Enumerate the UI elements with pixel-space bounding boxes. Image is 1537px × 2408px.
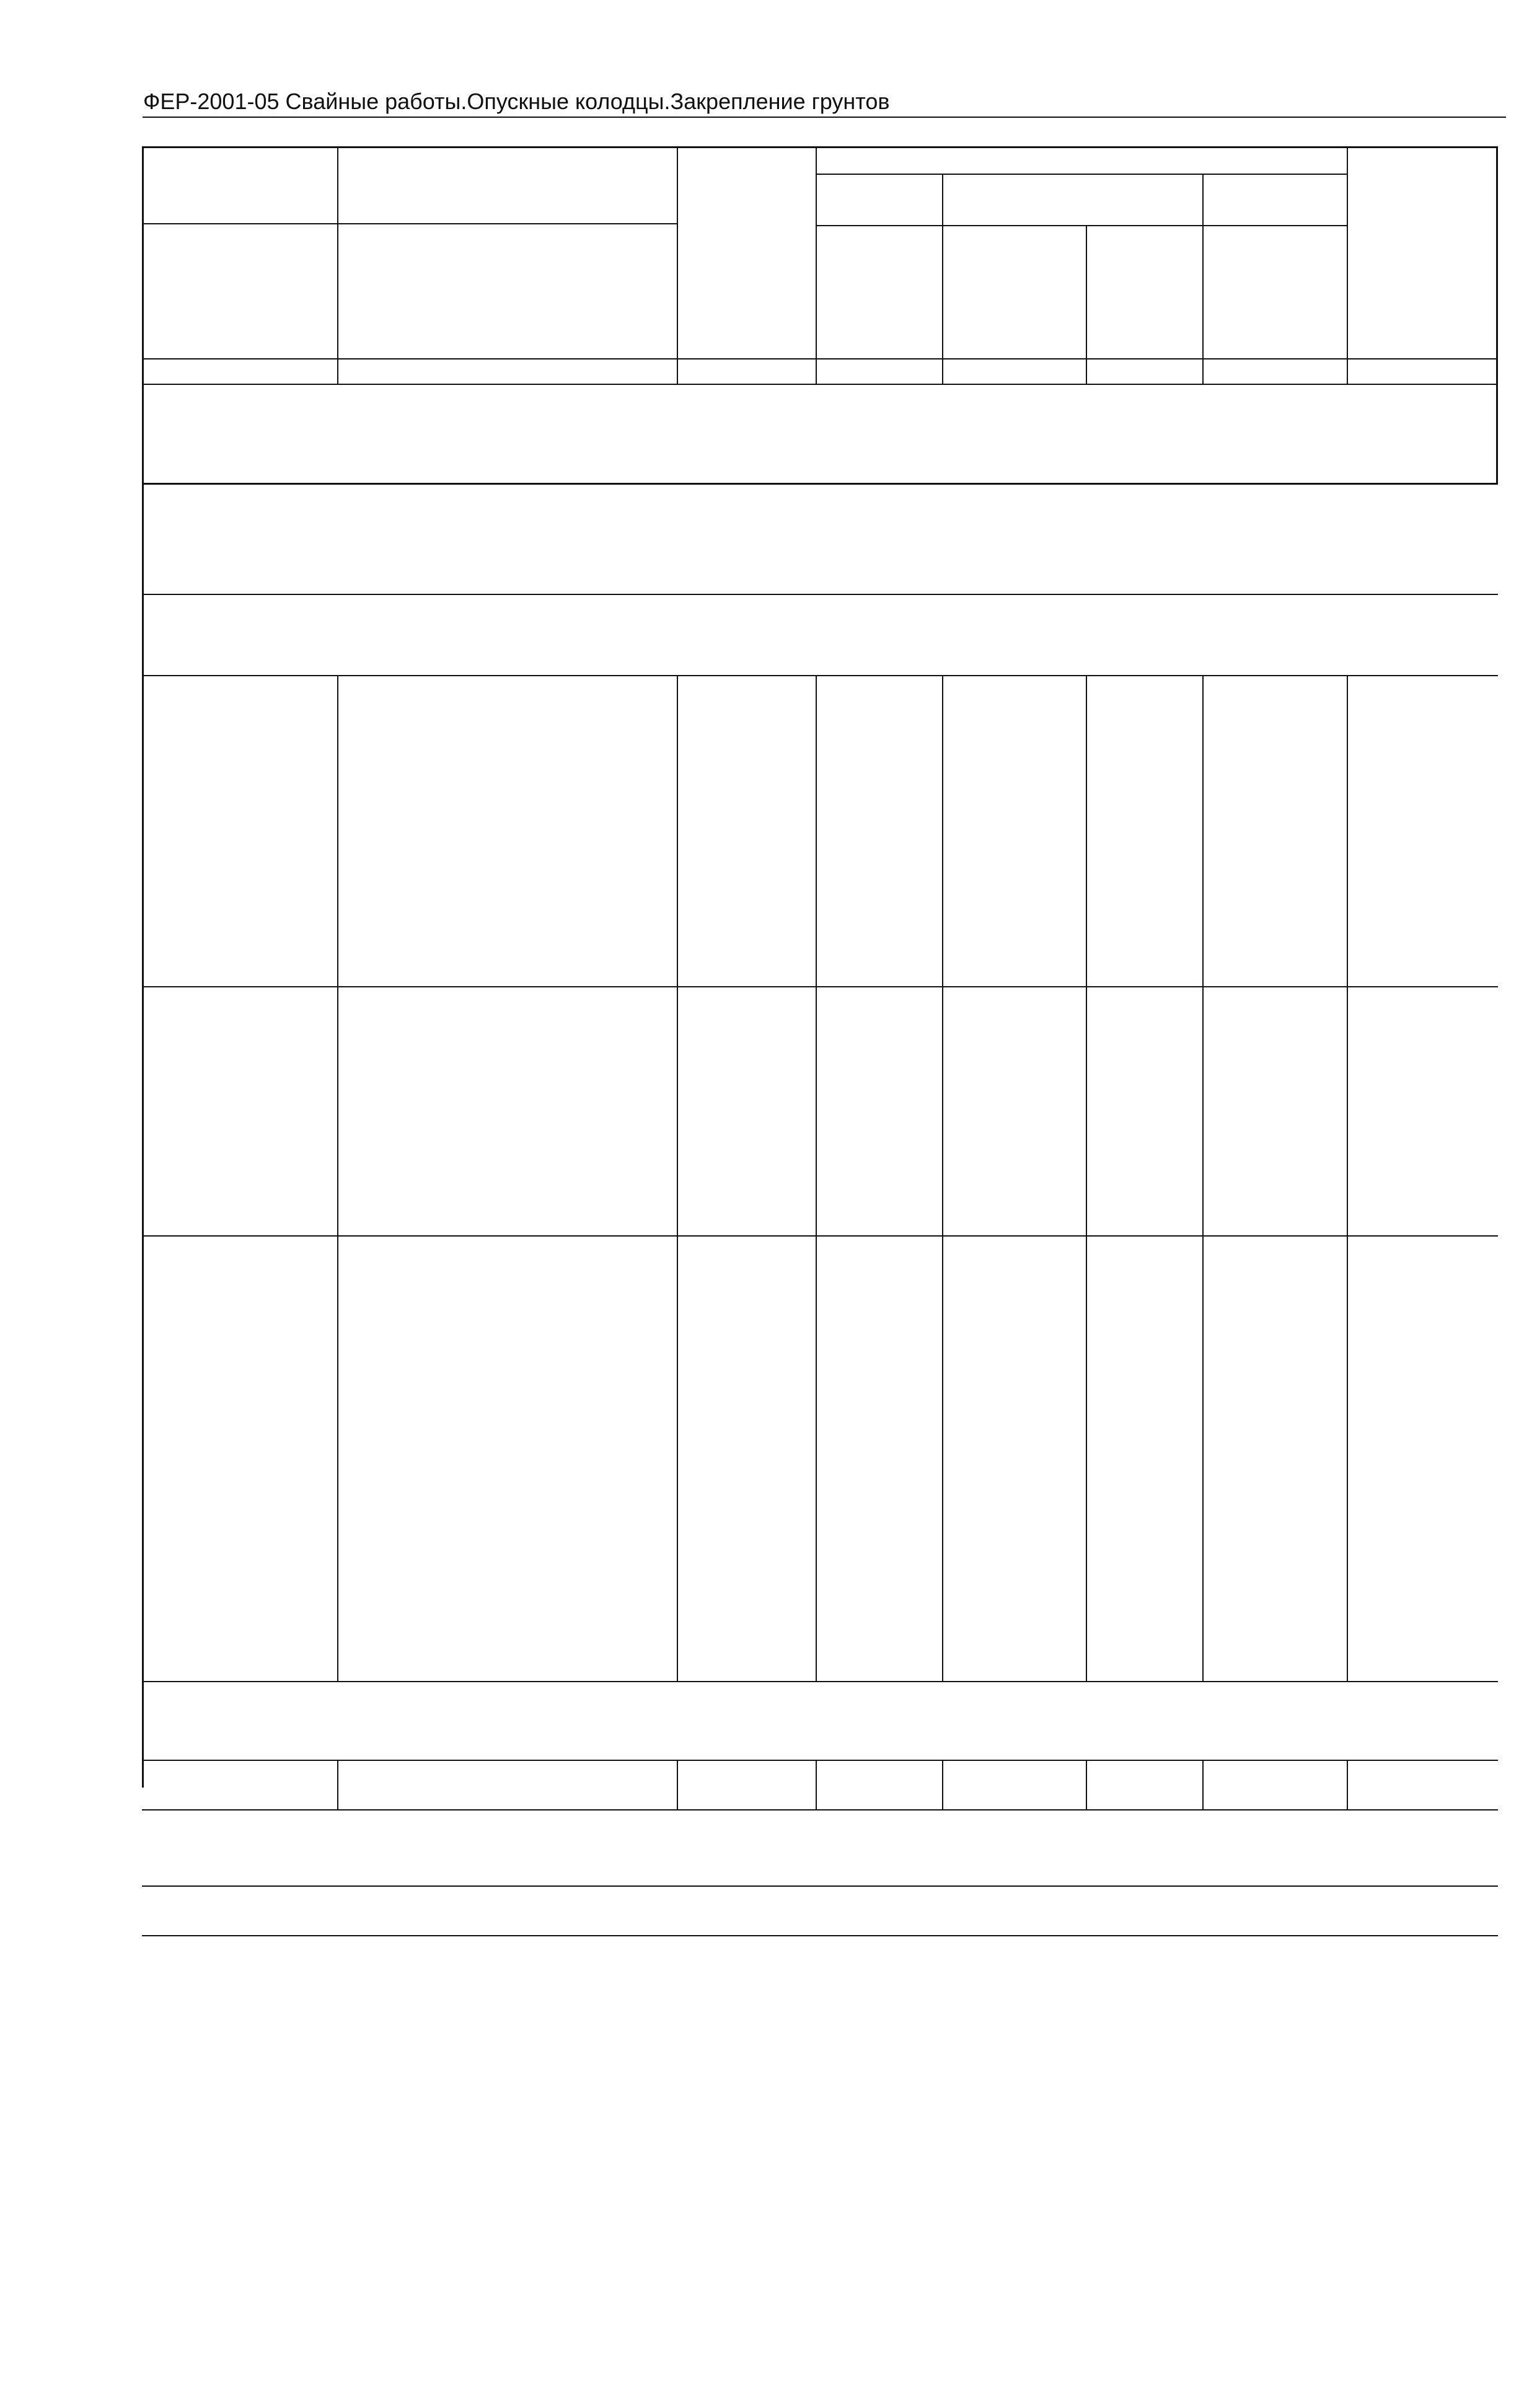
running-head: ФЕР-2001-05 Свайные работы.Опускные колодцы.Закрепление грунтов [143,89,890,114]
